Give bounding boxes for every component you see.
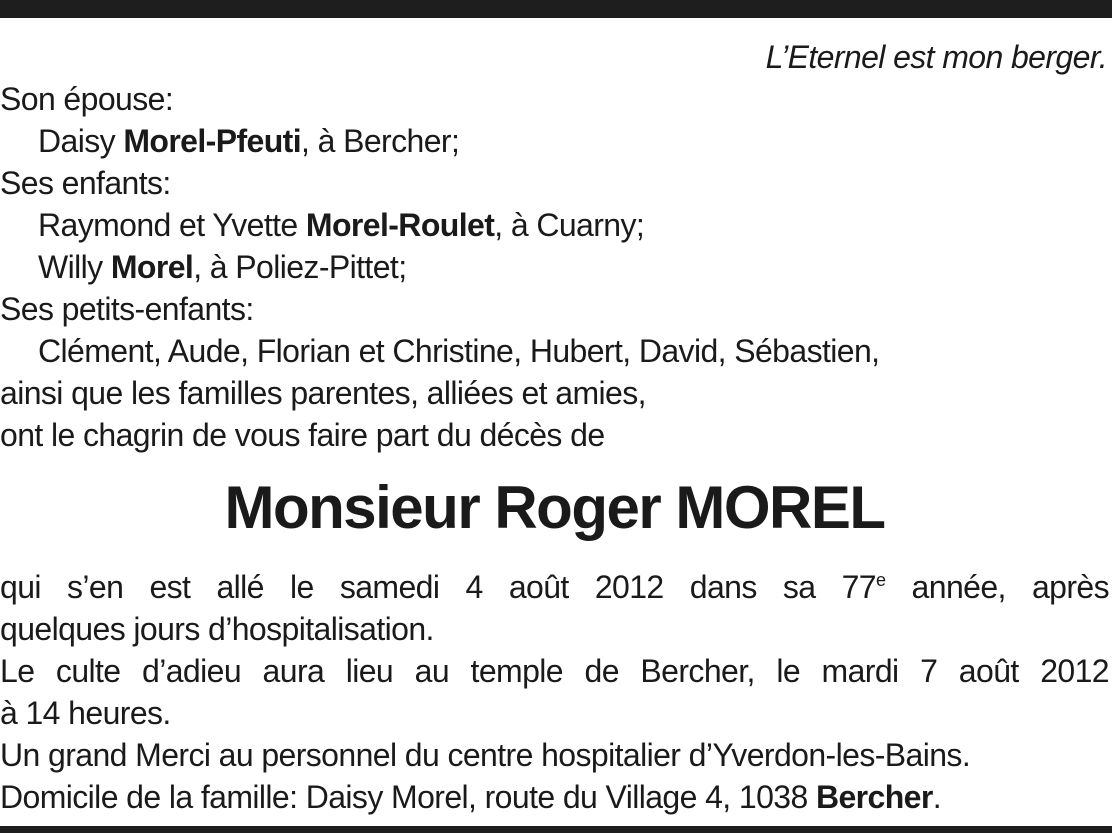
service-time: à 14 heures. <box>0 695 171 731</box>
domicile-line <box>0 776 1109 818</box>
child-entry <box>0 204 1109 246</box>
domicile-text: Domicile de la famille: Daisy Morel, route du Village 4, 1038 <box>0 779 816 815</box>
thanks-line: Un grand Merci au personnel du centre hospitalier d’Yverdon-les-Bains. <box>0 737 971 773</box>
children-heading: Ses enfants: <box>0 165 171 201</box>
child-surname: Morel-Roulet <box>305 207 495 243</box>
death-text: qui s’en est allé le samedi 4 août 2012 dans sa 77 <box>0 569 876 605</box>
child-first-name: Willy <box>38 249 103 285</box>
bottom-rule <box>0 826 1112 833</box>
domicile-end: . <box>932 779 942 815</box>
top-rule <box>0 0 1112 18</box>
grandchildren-names: Clément, Aude, Florian et Christine, Hubert, David, Sébastien, <box>38 333 880 369</box>
spouse-surname: Morel-Pfeuti <box>123 123 302 159</box>
spouse-first-name: Daisy <box>38 123 116 159</box>
child-first-name: Raymond et Yvette <box>38 207 298 243</box>
child-place: , à Poliez-Pittet; <box>193 249 407 285</box>
domicile-town: Bercher <box>815 779 933 815</box>
ordinal-suffix: e <box>876 570 886 590</box>
death-line <box>0 566 1109 608</box>
child-surname: Morel <box>110 249 194 285</box>
grandchildren-heading: Ses petits-enfants: <box>0 291 254 327</box>
death-text-end: année, après <box>885 569 1109 605</box>
obituary-notice <box>0 36 1109 818</box>
spouse-place: , à Bercher; <box>301 123 460 159</box>
child-entry <box>0 246 1109 288</box>
announcement-line: ont le chagrin de vous faire part du décès de <box>0 417 605 453</box>
spouse-heading: Son épouse: <box>0 81 174 117</box>
epigraph: L’Eternel est mon berger. <box>765 39 1107 75</box>
spouse-entry <box>0 120 1109 162</box>
deceased-name: Monsieur Roger MOREL <box>224 474 885 541</box>
hospitalisation-line: quelques jours d’hospitalisation. <box>0 611 434 647</box>
child-place: , à Cuarny; <box>494 207 645 243</box>
service-line: Le culte d’adieu aura lieu au temple de Bercher, le mardi 7 août 2012 <box>0 653 1109 689</box>
families-line: ainsi que les familles parentes, alliées et amies, <box>0 375 646 411</box>
